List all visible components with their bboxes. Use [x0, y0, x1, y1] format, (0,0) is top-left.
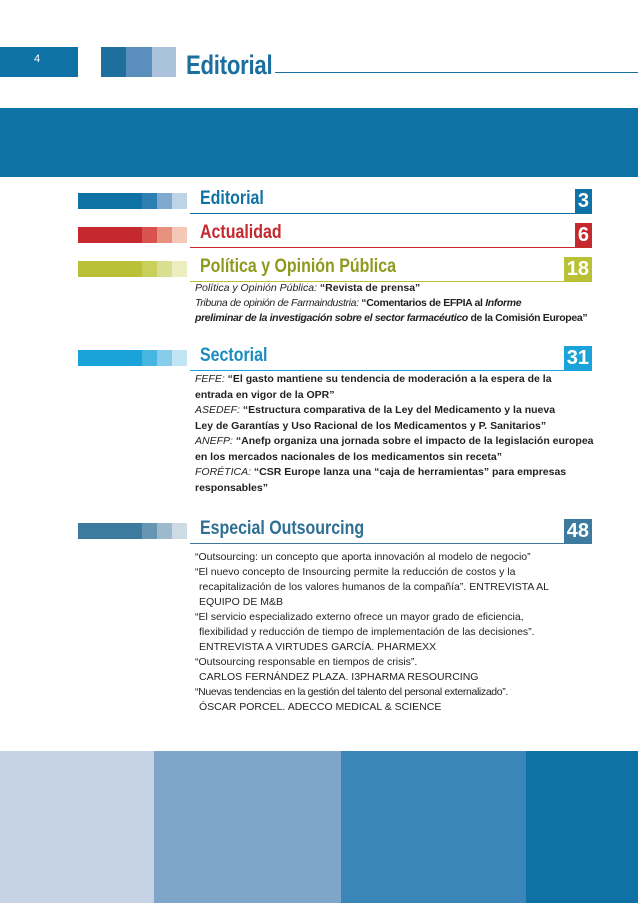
list-item-continuation: entrada en vigor de la OPR” — [195, 388, 335, 401]
list-item[interactable]: Política y Opinión Pública: “Revista de prensa” — [195, 282, 421, 294]
list-item[interactable]: ANEFP: “Anefp organiza una jornada sobre el impacto de la legislación europea — [195, 435, 594, 447]
section-page-number: 48 — [564, 519, 592, 543]
list-item-continuation: Ley de Garantías y Uso Racional de los Medicamentos y P. Sanitarios” — [195, 419, 547, 432]
footer-block — [0, 751, 154, 903]
list-item[interactable]: “El servicio especializado externo ofrece un mayor grado de eficiencia, — [195, 611, 524, 623]
header-rule — [275, 72, 638, 73]
section-square — [172, 261, 187, 277]
especial-items — [195, 550, 549, 715]
section-bar — [78, 523, 142, 539]
section-page-number: 18 — [564, 257, 592, 281]
footer-block — [154, 751, 341, 903]
toc-entry-actualidad[interactable] — [0, 222, 638, 257]
list-item-continuation: EQUIPO DE M&B — [199, 596, 284, 608]
list-item[interactable]: “Outsourcing: un concepto que aporta innovación al modelo de negocio” — [195, 551, 531, 563]
list-item-continuation: flexibilidad y reducción de tiempo de implementación de las decisiones”. — [199, 626, 535, 638]
section-square — [172, 350, 187, 366]
list-item[interactable]: FEFE: “El gasto mantiene su tendencia de moderación a la espera de la — [195, 373, 552, 385]
section-page-number: 31 — [564, 346, 592, 370]
section-square — [157, 350, 172, 366]
section-rule — [190, 213, 592, 214]
section-square — [157, 261, 172, 277]
section-page-number: 3 — [575, 189, 592, 213]
section-title: Especial Outsourcing — [200, 518, 365, 539]
page-number: 4 — [34, 53, 41, 65]
section-title: Actualidad — [200, 222, 282, 243]
section-bar — [78, 193, 142, 209]
list-item[interactable]: “Nuevas tendencias en la gestión del talento del personal externalizado”. — [195, 686, 508, 698]
list-item-continuation: preliminar de la investigación sobre el sector farmacéutico de la Comisión Europea” — [195, 312, 588, 324]
list-item[interactable]: “Outsourcing responsable en tiempos de crisis”. — [195, 656, 418, 668]
footer-block — [526, 751, 638, 903]
list-item[interactable]: ASEDEF: “Estructura comparativa de la Ley del Medicamento y la nueva — [195, 404, 556, 416]
list-item[interactable]: “El nuevo concepto de Insourcing permite la reducción de costos y la — [195, 566, 516, 578]
list-item[interactable]: Tribuna de opinión de Farmaindustria: “Comentarios de EFPIA al Informe — [195, 297, 522, 309]
list-item-continuation: ÓSCAR PORCEL. ADECCO MEDICAL & SCIENCE — [199, 701, 442, 713]
section-bar — [78, 261, 142, 277]
list-item-continuation: responsables” — [195, 481, 268, 494]
header-band — [0, 108, 638, 177]
section-square — [172, 523, 187, 539]
toc-entry-editorial[interactable] — [0, 188, 638, 223]
section-bar — [78, 227, 142, 243]
section-square — [157, 523, 172, 539]
sectorial-items — [195, 372, 594, 496]
section-title: Política y Opinión Pública — [200, 256, 396, 277]
section-square — [172, 193, 187, 209]
section-square — [142, 523, 157, 539]
section-title: Sectorial — [200, 345, 268, 366]
header-square — [126, 47, 152, 77]
list-item-continuation: CARLOS FERNÁNDEZ PLAZA. I3PHARMA RESOURCING — [199, 671, 479, 683]
section-rule — [190, 247, 592, 248]
section-square — [142, 193, 157, 209]
list-item-continuation: ENTREVISTA A VIRTUDES GARCÍA. PHARMEXX — [199, 641, 437, 653]
section-title: Editorial — [200, 188, 264, 209]
section-square — [142, 227, 157, 243]
header-square — [101, 47, 126, 77]
section-bar — [78, 350, 142, 366]
politica-items — [195, 281, 587, 326]
section-rule — [190, 543, 592, 544]
section-rule — [190, 370, 592, 371]
section-square — [172, 227, 187, 243]
list-item-continuation: recapitalización de los valores humanos de la compañía”. ENTREVISTA AL — [199, 581, 549, 593]
section-page-number: 6 — [575, 223, 592, 247]
footer-block — [341, 751, 526, 903]
section-square — [157, 193, 172, 209]
section-square — [142, 261, 157, 277]
list-item-continuation: en los mercados nacionales de los medicamentos sin receta” — [195, 450, 502, 463]
list-item[interactable]: FORÉTICA: “CSR Europe lanza una “caja de herramientas” para empresas — [195, 466, 567, 478]
section-square — [157, 227, 172, 243]
toc-entry-especial-outsourcing[interactable] — [0, 518, 638, 553]
header-square — [152, 47, 176, 77]
section-square — [142, 350, 157, 366]
page-title: Editorial — [186, 50, 273, 80]
page-header — [0, 0, 638, 108]
